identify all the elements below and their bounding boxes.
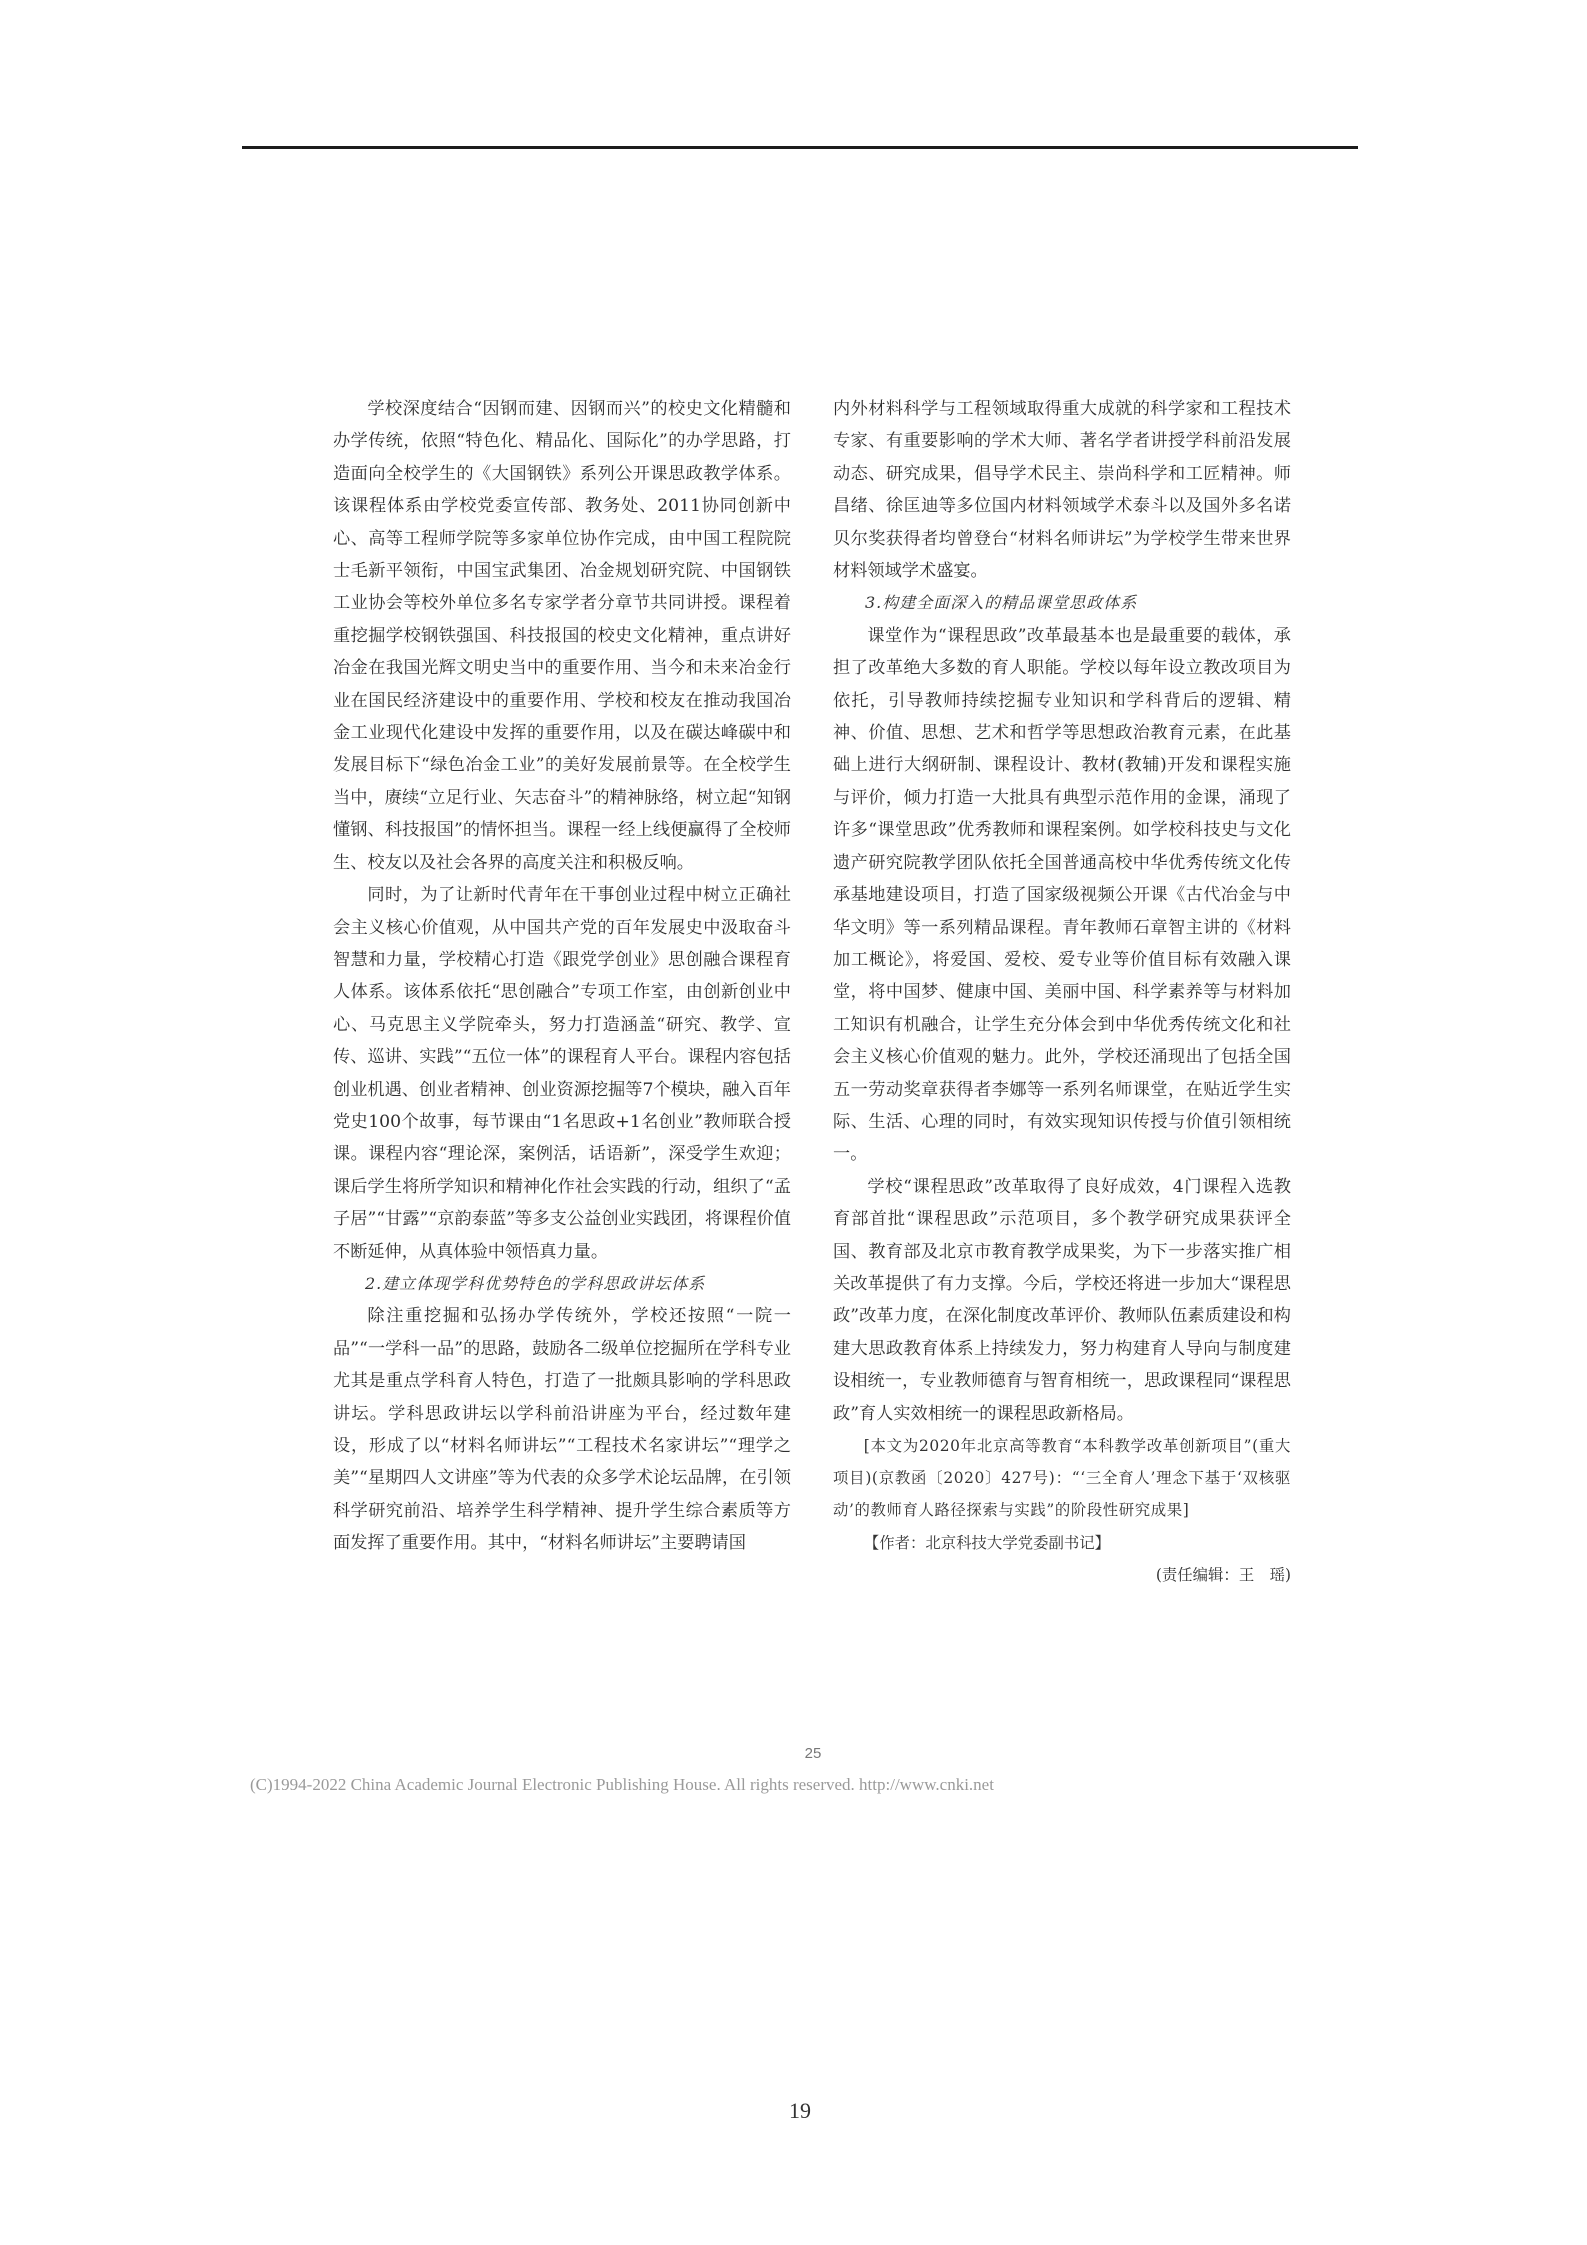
left-column	[333, 393, 791, 1560]
paragraph: 同时，为了让新时代青年在干事创业过程中树立正确社会主义核心价值观，从中国共产党的百年发展史中汲取奋斗智慧和力量，学校精心打造《跟党学创业》思创融合课程育人体系。该体系依托“思创融合”专项工作室，由创新创业中心、马克思主义学院牵头，努力打造涵盖“研究、教学、宣传、巡讲、实践”“五位一体”的课程育人平台。课程内容包括创业机遇、创业者精神、创业资源挖掘等7个模块，融入百年党史100个故事，每节课由“1名思政+1名创业”教师联合授课。课程内容“理论深，案例活，话语新”，深受学生欢迎；课后学生将所学知识和精神化作社会实践的行动，组织了“孟子居”“甘露”“京韵泰蓝”等多支公益创业实践团，将课程价值不断延伸，从真体验中领悟真力量。	[333, 885, 791, 1262]
paragraph: 内外材料科学与工程领域取得重大成就的科学家和工程技术专家、有重要影响的学术大师、著名学者讲授学科前沿发展动态、研究成果，倡导学术民主、崇尚科学和工匠精神。师昌绪、徐匡迪等多位国内材料领域学术泰斗以及国外多名诺贝尔奖获得者均曾登台“材料名师讲坛”为学校学生带来世界材料领域学术盛宴。	[833, 399, 1291, 582]
right-column	[833, 393, 1291, 1591]
funding-note: [本文为2020年北京高等教育“本科教学改革创新项目”(重大项目)(京教函〔2020〕427号)：“‘三全育人’理念下基于‘双核驱动’的教师育人路径探索与实践”的阶段性研究成果]	[833, 1437, 1291, 1520]
paragraph: 学校深度结合“因钢而建、因钢而兴”的校史文化精髓和办学传统，依照“特色化、精品化、国际化”的办学思路，打造面向全校学生的《大国钢铁》系列公开课思政教学体系。该课程体系由学校党委宣传部、教务处、2011协同创新中心、高等工程师学院等多家单位协作完成，由中国工程院院士毛新平领衔，中国宝武集团、冶金规划研究院、中国钢铁工业协会等校外单位多名专家学者分章节共同讲授。课程着重挖掘学校钢铁强国、科技报国的校史文化精神，重点讲好冶金在我国光辉文明史当中的重要作用、当今和未来冶金行业在国民经济建设中的重要作用、学校和校友在推动我国冶金工业现代化建设中发挥的重要作用，以及在碳达峰碳中和发展目标下“绿色冶金工业”的美好发展前景等。在全校学生当中，赓续“立足行业、矢志奋斗”的精神脉络，树立起“知钢懂钢、科技报国”的情怀担当。课程一经上线便赢得了全校师生、校友以及社会各界的高度关注和积极反响。	[333, 399, 791, 873]
copyright-line: (C)1994-2022 China Academic Journal Electronic Publishing House. All rights reserved. http://www.cnki.net	[250, 1775, 994, 1794]
editor-note: (责任编辑：王 瑶)	[1155, 1566, 1291, 1585]
section-heading: 2.建立体现学科优势特色的学科思政讲坛体系	[365, 1273, 706, 1293]
journal-page-number: 25	[804, 1745, 822, 1762]
page-number: 19	[789, 2098, 811, 2123]
paragraph: 课堂作为“课程思政”改革最基本也是最重要的载体，承担了改革绝大多数的育人职能。学校以每年设立教改项目为依托，引导教师持续挖掘专业知识和学科背后的逻辑、精神、价值、思想、艺术和哲学等思想政治教育元素，在此基础上进行大纲研制、课程设计、教材(教辅)开发和课程实施与评价，倾力打造一大批具有典型示范作用的金课，涌现了许多“课堂思政”优秀教师和课程案例。如学校科技史与文化遗产研究院教学团队依托全国普通高校中华优秀传统文化传承基地建设项目，打造了国家级视频公开课《古代冶金与中华文明》等一系列精品课程。青年教师石章智主讲的《材料加工概论》，将爱国、爱校、爱专业等价值目标有效融入课堂，将中国梦、健康中国、美丽中国、科学素养等与材料加工知识有机融合，让学生充分体会到中华优秀传统文化和社会主义核心价值观的魅力。此外，学校还涌现出了包括全国五一劳动奖章获得者李娜等一系列名师课堂，在贴近学生实际、生活、心理的同时，有效实现知识传授与价值引领相统一。	[833, 625, 1291, 1165]
section-heading: 3.构建全面深入的精品课堂思政体系	[865, 593, 1138, 613]
header-rule	[242, 146, 1358, 149]
paragraph: 除注重挖掘和弘扬办学传统外，学校还按照“一院一品”“一学科一品”的思路，鼓励各二级单位挖掘所在学科专业尤其是重点学科育人特色，打造了一批颇具影响的学科思政讲坛。学科思政讲坛以学科前沿讲座为平台，经过数年建设，形成了以“材料名师讲坛”“工程技术名家讲坛”“理学之美”“星期四人文讲座”等为代表的众多学术论坛品牌，在引领科学研究前沿、培养学生科学精神、提升学生综合素质等方面发挥了重要作用。其中，“材料名师讲坛”主要聘请国	[333, 1306, 791, 1554]
paragraph: 学校“课程思政”改革取得了良好成效，4门课程入选教育部首批“课程思政”示范项目，多个教学研究成果获评全国、教育部及北京市教育教学成果奖，为下一步落实推广相关改革提供了有力支撑。今后，学校还将进一步加大“课程思政”改革力度，在深化制度改革评价、教师队伍素质建设和构建大思政教育体系上持续发力，努力构建育人导向与制度建设相统一，专业教师德育与智育相统一，思政课程同“课程思政”育人实效相统一的课程思政新格局。	[833, 1176, 1291, 1424]
author-note: 【作者：北京科技大学党委副书记】	[863, 1533, 1111, 1552]
